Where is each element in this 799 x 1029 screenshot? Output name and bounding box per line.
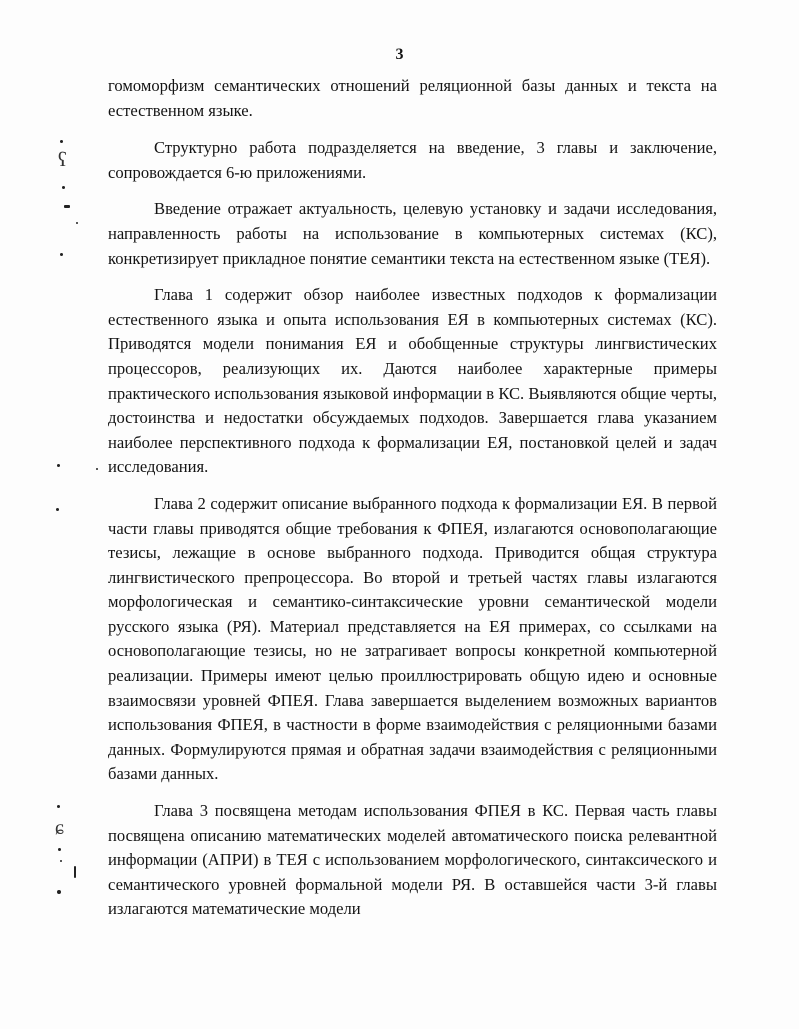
paragraph-continuation: гомоморфизм семантических отношений реляционной базы данных и текста на естественном языке. bbox=[108, 76, 717, 120]
scan-speck bbox=[60, 860, 62, 862]
scan-speck bbox=[64, 205, 70, 208]
paragraph-introduction: Введение отражает актуальность, целевую установку и задачи исследования, направленность работы на использование в компьютерных системах (КС), конкретизирует прикладное понятие семантики текста на естественном языке (ТЕЯ). bbox=[108, 199, 717, 268]
scan-curl: ʕ bbox=[58, 149, 67, 171]
scan-speck bbox=[62, 186, 65, 189]
paragraph-chapter-2: Глава 2 содержит описание выбранного подхода к формализации ЕЯ. В первой части главы приводятся общие требования к ФПЕЯ, излагаются основополагающие тезисы, лежащие в основе выбранного подхода. Приводится общая структура лингвистического препроцессора. Во второй и третьей частях главы излагаются морфологическая и семантико-синтаксические уровни семантической модели русского языка (РЯ). Материал представляется на ЕЯ примерах, со ссылками на основополагающие тезисы, но не затрагивает вопросы конкретной компьютерной реализации. Примеры имеют целью проиллюстрировать общую идею и основные взаимосвязи уровней ФПЕЯ. Глава завершается выделением возможных вариантов использования ФПЕЯ, в частности в форме взаимодействия с реляционными базами данных. Формулируются прямая и обратная задачи взаимодействия с реляционными базами данных. bbox=[108, 493, 717, 784]
scan-speck bbox=[57, 890, 61, 894]
scan-speck bbox=[76, 222, 78, 224]
page-number: 3 bbox=[395, 46, 404, 63]
paragraph-structure: Структурно работа подразделяется на введение, 3 главы и заключение, сопровождается 6-ю приложениями. bbox=[108, 138, 717, 182]
scan-speck bbox=[57, 464, 60, 467]
scan-speck bbox=[58, 848, 61, 851]
scan-speck bbox=[96, 468, 98, 470]
scan-speck bbox=[60, 253, 63, 256]
body-text bbox=[108, 74, 717, 934]
scan-speck bbox=[60, 140, 63, 143]
scan-speck bbox=[56, 508, 59, 511]
scan-speck bbox=[74, 866, 76, 878]
scan-curl: ɕ bbox=[55, 817, 64, 839]
paragraph-chapter-3: Глава 3 посвящена методам использования ФПЕЯ в КС. Первая часть главы посвящена описанию математических моделей автоматического поиска релевантной информации (АПРИ) в ТЕЯ с использованием морфологического, синтаксического и семантического уровней формальной модели РЯ. В оставшейся части 3-й главы излагаются математические модели bbox=[108, 801, 717, 919]
paragraph-chapter-1: Глава 1 содержит обзор наиболее известных подходов к формализации естественного языка и опыта использования ЕЯ в компьютерных системах (КС). Приводятся модели понимания ЕЯ и обобщенные структуры лингвистических процессоров, реализующих их. Даются наиболее характерные примеры практического использования языковой информации в КС. Выявляются общие черты, достоинства и недостатки обсуждаемых подходов. Завершается глава указанием наиболее перспективного подхода к формализации ЕЯ, постановкой целей и задач исследования. bbox=[108, 285, 717, 477]
scan-speck bbox=[57, 805, 60, 808]
